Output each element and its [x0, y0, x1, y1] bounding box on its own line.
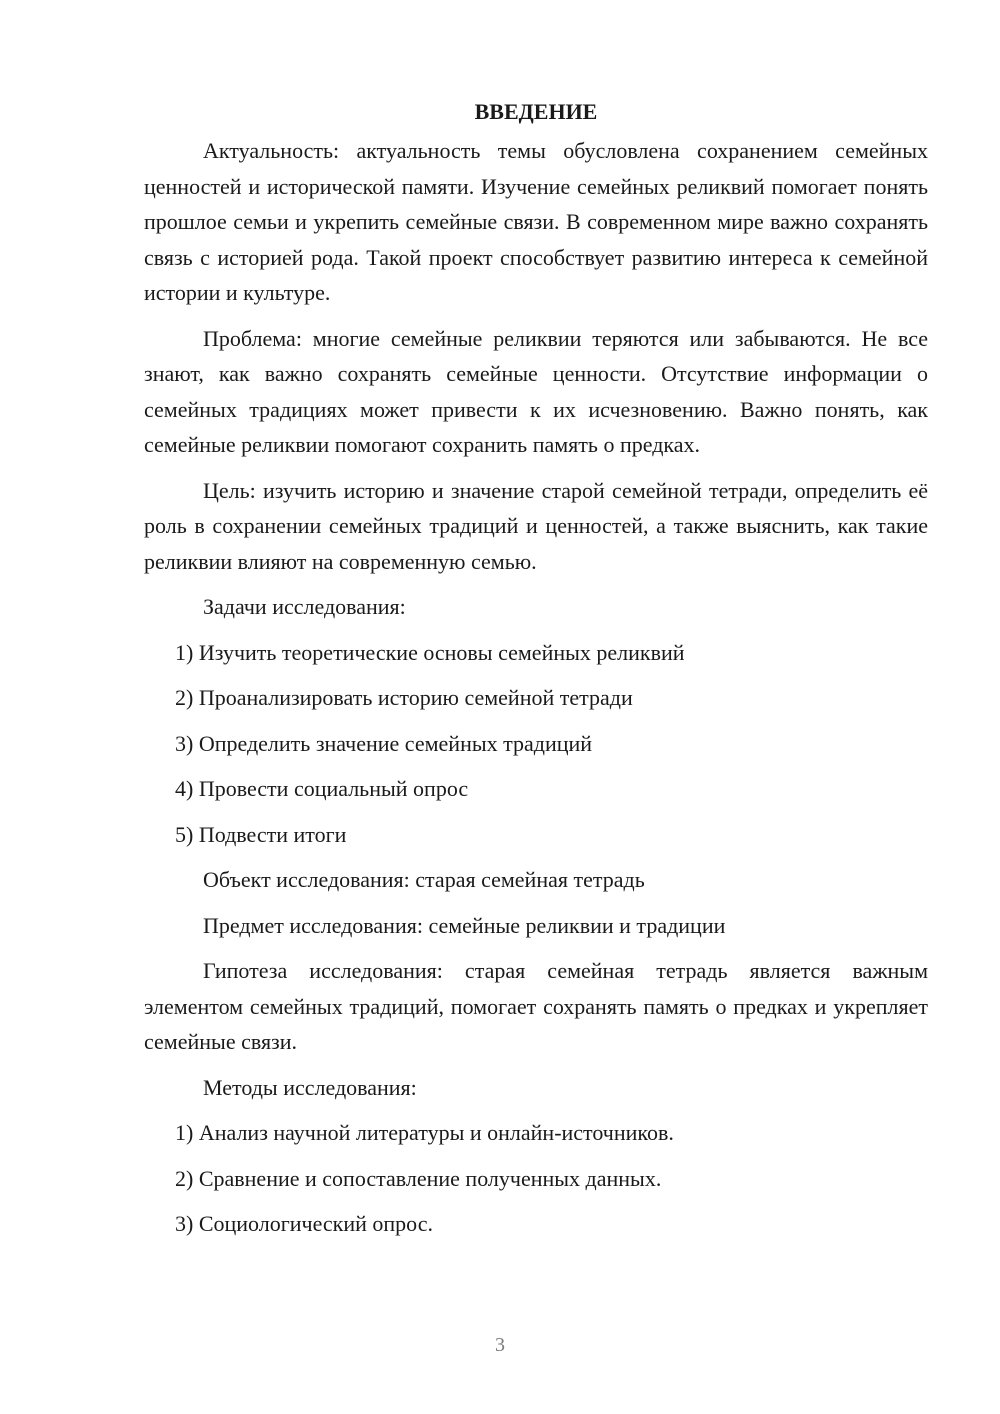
page-number: 3: [495, 1334, 505, 1356]
method-item: 2) Сравнение и сопоставление полученных данных.: [175, 1165, 662, 1191]
hypothesis-paragraph: Гипотеза исследования: старая семейная тетрадь является важным элементом семейных традиций, помогает сохранять память о предках и укрепляет семейные связи.: [144, 958, 928, 1054]
relevance-paragraph: Актуальность: актуальность темы обусловлена сохранением семейных ценностей и исторической памяти. Изучение семейных реликвий помогает понять прошлое семьи и укрепить семейные связи. В современном мире важно сохранять связь с историей рода. Такой проект способствует развитию интереса к семейной истории и культуре.: [144, 138, 928, 305]
page-title: ВВЕДЕНИЕ: [474, 99, 598, 124]
problem-paragraph: Проблема: многие семейные реликвии теряются или забываются. Не все знают, как важно сохранять семейные ценности. Отсутствие информации о семейных традициях может привести к их исчезновению. Важно понять, как семейные реликвии помогают сохранить память о предках.: [144, 325, 928, 457]
tasks-heading: Задачи исследования:: [203, 594, 406, 619]
task-item: 5) Подвести итоги: [175, 821, 347, 847]
research-object: Объект исследования: старая семейная тетрадь: [203, 867, 645, 892]
goal-paragraph: Цель: изучить историю и значение старой семейной тетради, определить её роль в сохранении семейных традиций и ценностей, а также выяснить, как такие реликвии влияют на современную семью.: [144, 477, 928, 574]
method-item: 1) Анализ научной литературы и онлайн-источников.: [175, 1120, 674, 1145]
document-page: [144, 94, 928, 1252]
task-item: 1) Изучить теоретические основы семейных реликвий: [175, 639, 685, 665]
task-item: 4) Провести социальный опрос: [175, 776, 469, 801]
research-subject: Предмет исследования: семейные реликвии и традиции: [203, 912, 726, 938]
methods-heading: Методы исследования:: [203, 1074, 417, 1100]
method-item: 3) Социологический опрос.: [175, 1211, 433, 1236]
task-item: 3) Определить значение семейных традиций: [175, 730, 593, 756]
task-item: 2) Проанализировать историю семейной тетради: [175, 685, 633, 710]
